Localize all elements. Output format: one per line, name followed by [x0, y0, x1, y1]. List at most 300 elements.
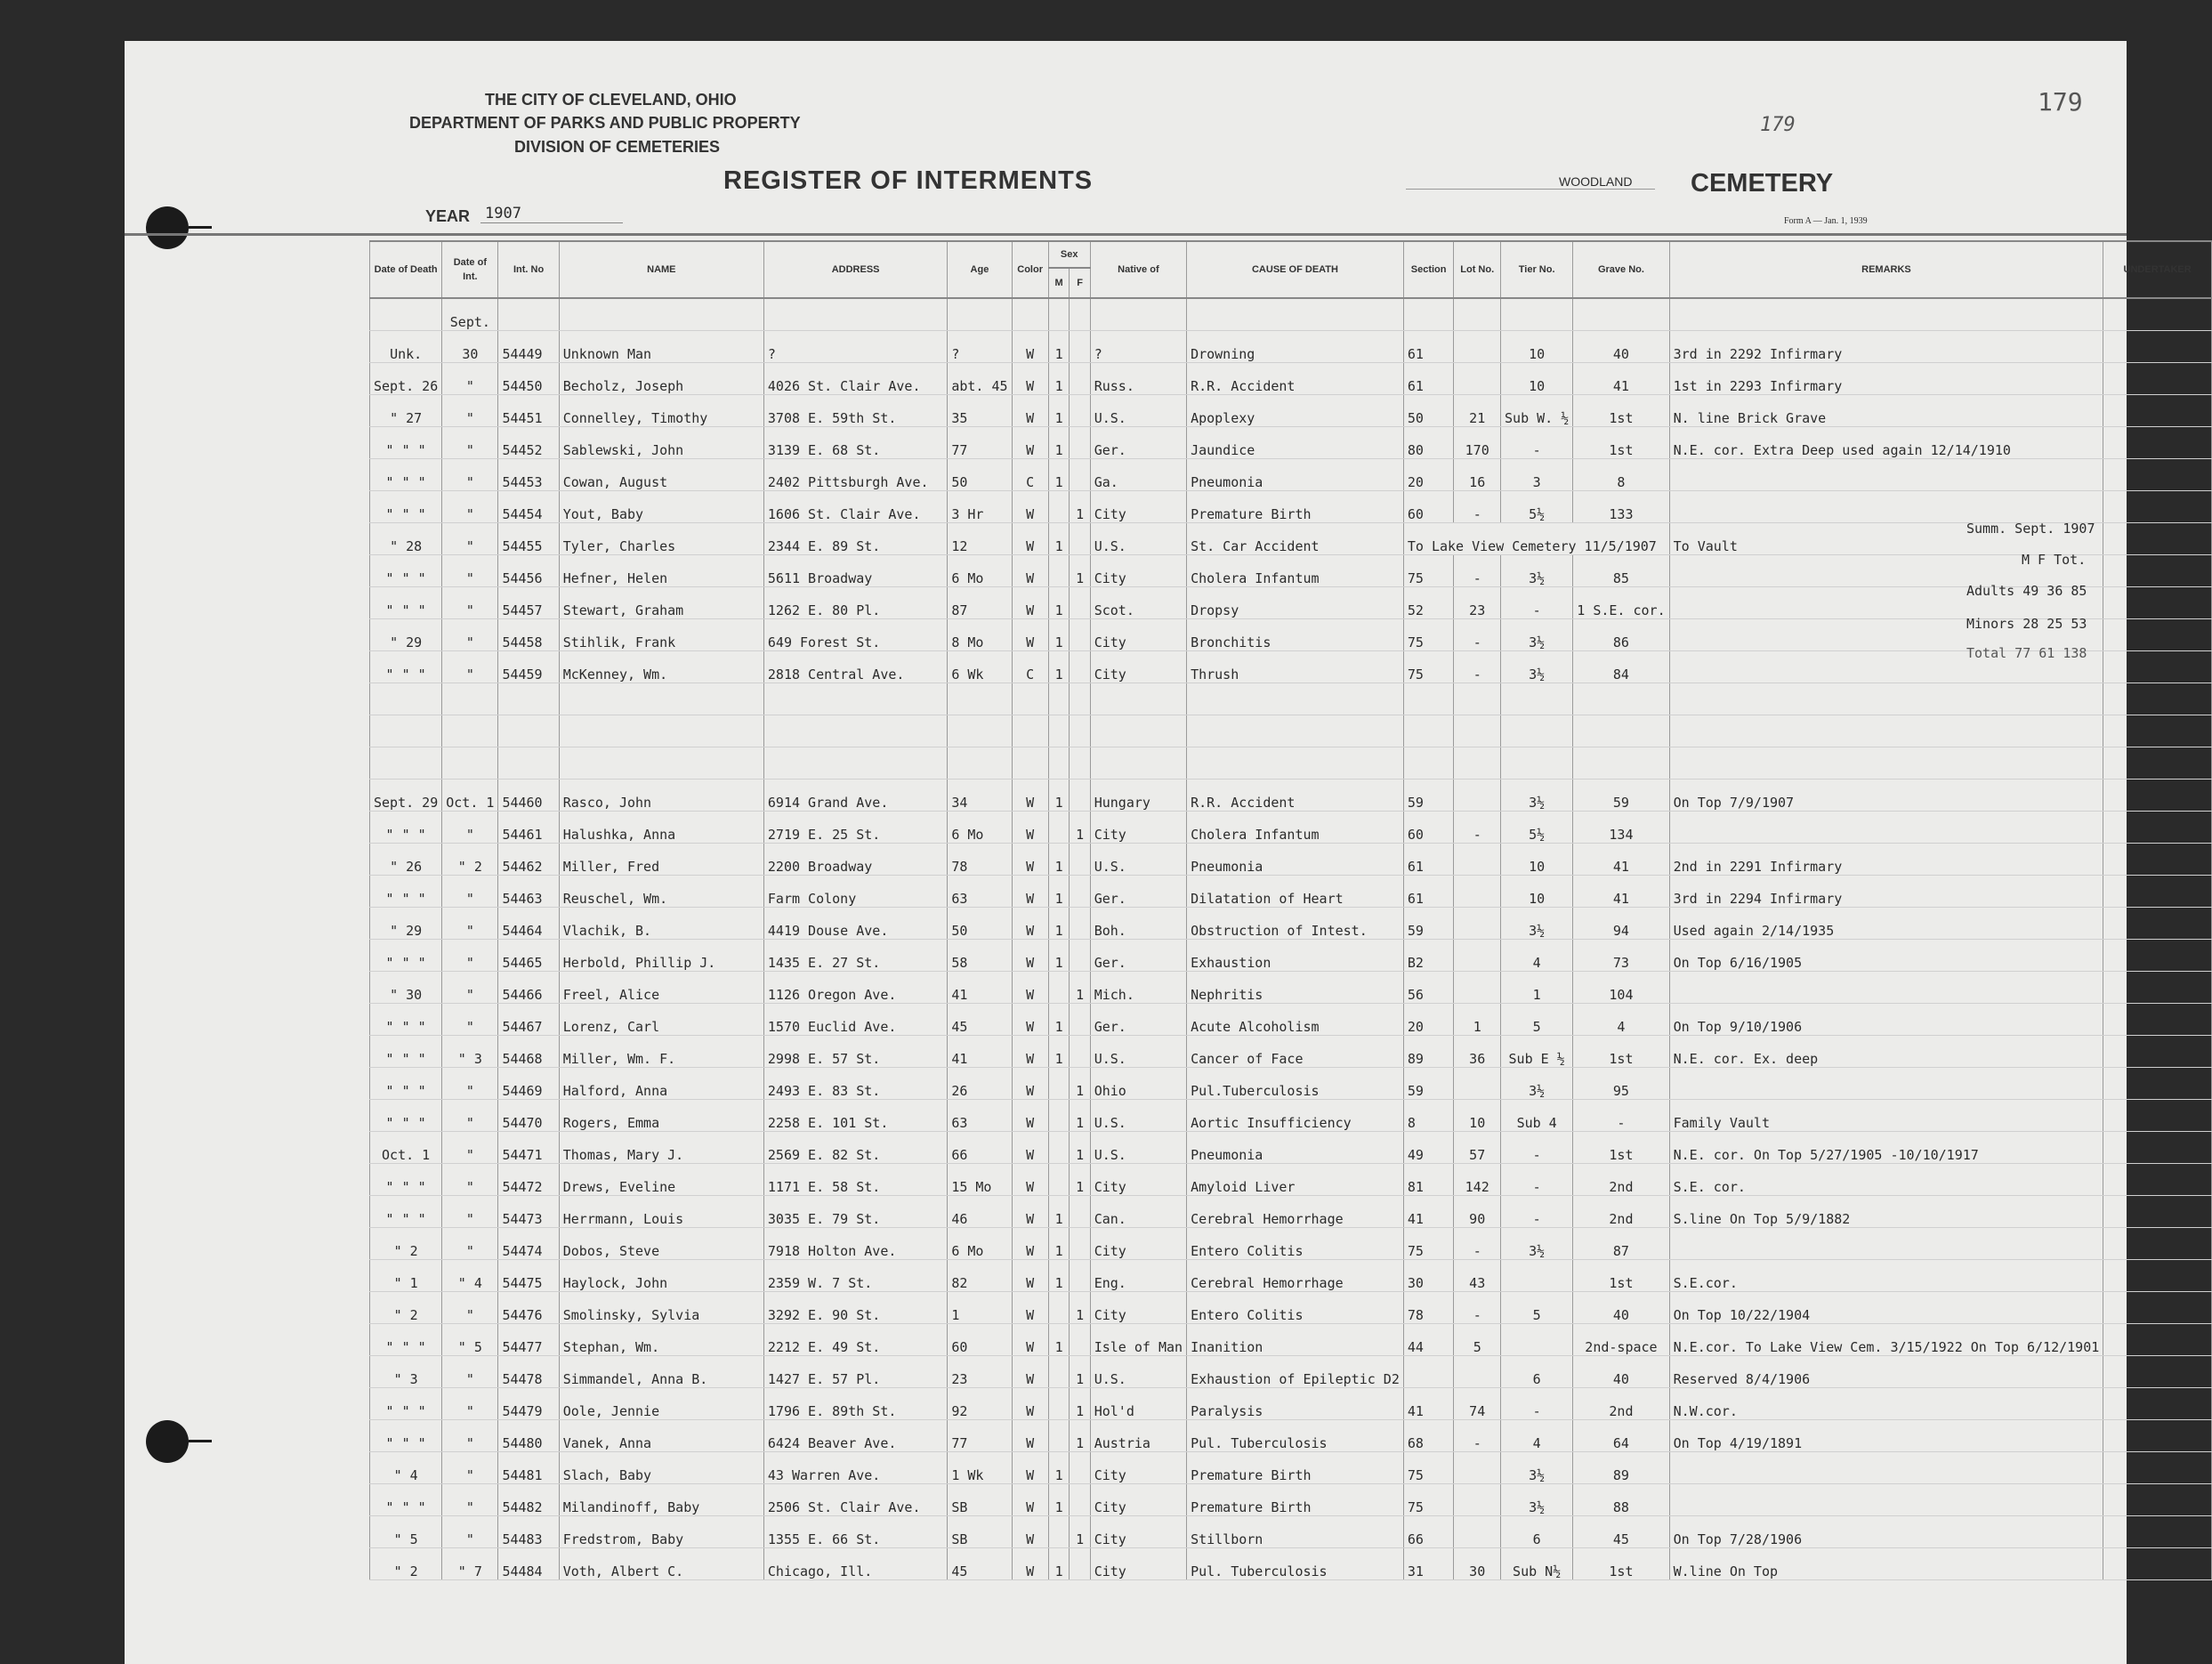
cell-address [763, 298, 947, 331]
cell-age: SB [948, 1516, 1012, 1548]
cell-color: W [1012, 1484, 1048, 1516]
cell-lot [1454, 331, 1501, 363]
cell-cause: Thrush [1187, 651, 1404, 683]
cell-date-of-interment: " [442, 491, 498, 523]
cell-date-of-death: " 5 [370, 1516, 442, 1548]
cell-address: 1126 Oregon Ave. [763, 972, 947, 1004]
cell-name: Haylock, John [559, 1260, 763, 1292]
cell-sex-m [1048, 812, 1070, 844]
cell-name: Cowan, August [559, 459, 763, 491]
cell-date-of-death: " " " [370, 1164, 442, 1196]
cell-remarks [1669, 812, 2103, 844]
cell-sex-m [1048, 715, 1070, 747]
cell-native: Hungary [1090, 779, 1186, 812]
cemetery-underline [1406, 189, 1655, 190]
cell-undertaker [2103, 459, 2212, 491]
cell-int-no: 54469 [498, 1068, 559, 1100]
cell-age: 23 [948, 1356, 1012, 1388]
cell-undertaker [2103, 715, 2212, 747]
cell-date-of-interment: " [442, 395, 498, 427]
cell-remarks [1669, 715, 2103, 747]
cell-name: Halushka, Anna [559, 812, 763, 844]
col-section: Section [1403, 241, 1454, 298]
cell-sex-f: 1 [1070, 1100, 1090, 1132]
cell-int-no: 54459 [498, 651, 559, 683]
cell-date-of-death: " " " [370, 1068, 442, 1100]
cell-date-of-interment: " [442, 363, 498, 395]
cell-date-of-interment: " 2 [442, 844, 498, 876]
cell-lot [1454, 940, 1501, 972]
cemetery-name: WOODLAND [1559, 174, 1633, 189]
cell-lot: 21 [1454, 395, 1501, 427]
cell-address: 1606 St. Clair Ave. [763, 491, 947, 523]
page-number-handwritten: 179 [1760, 114, 1796, 136]
cell-grave: 87 [1573, 1228, 1669, 1260]
cell-age: 45 [948, 1548, 1012, 1580]
col-remarks: REMARKS [1669, 241, 2103, 298]
cell-lot [1454, 1484, 1501, 1516]
cell-remarks [1669, 459, 2103, 491]
cell-color: W [1012, 1516, 1048, 1548]
cell-name: Thomas, Mary J. [559, 1132, 763, 1164]
cell-age: 77 [948, 427, 1012, 459]
cell-date-of-death: Sept. 29 [370, 779, 442, 812]
cell-cause: Cholera Infantum [1187, 812, 1404, 844]
cell-sex-m: 1 [1048, 940, 1070, 972]
cell-name: Stihlik, Frank [559, 619, 763, 651]
cell-address: 1435 E. 27 St. [763, 940, 947, 972]
cell-section: 80 [1403, 427, 1454, 459]
cell-address: Farm Colony [763, 876, 947, 908]
cell-remarks: On Top 7/28/1906 [1669, 1516, 2103, 1548]
col-date-of-death: Date of Death [370, 241, 442, 298]
register-title: REGISTER OF INTERMENTS [723, 166, 1094, 195]
cell-sex-f: 1 [1070, 1068, 1090, 1100]
cell-int-no: 54456 [498, 555, 559, 587]
cell-undertaker [2103, 1036, 2212, 1068]
cell-cause: Obstruction of Intest. [1187, 908, 1404, 940]
cell-remarks [1669, 1484, 2103, 1516]
table-row [370, 1132, 2212, 1164]
cell-age: 63 [948, 1100, 1012, 1132]
cell-age: abt. 45 [948, 363, 1012, 395]
cell-grave: 94 [1573, 908, 1669, 940]
cell-undertaker [2103, 779, 2212, 812]
cell-int-no: 54454 [498, 491, 559, 523]
cell-grave: 40 [1573, 331, 1669, 363]
cell-date-of-interment: " [442, 555, 498, 587]
cell-color: W [1012, 1004, 1048, 1036]
cell-grave: 59 [1573, 779, 1669, 812]
cell-lot [1454, 747, 1501, 779]
cell-color: W [1012, 972, 1048, 1004]
cell-sex-f [1070, 1260, 1090, 1292]
cell-date-of-interment [442, 715, 498, 747]
cell-lot [1454, 876, 1501, 908]
cell-int-no: 54458 [498, 619, 559, 651]
table-row [370, 779, 2212, 812]
cell-age: 63 [948, 876, 1012, 908]
cell-tier: Sub N½ [1501, 1548, 1573, 1580]
cell-date-of-interment: " [442, 1196, 498, 1228]
cell-sex-m: 1 [1048, 1004, 1070, 1036]
cell-lot: 23 [1454, 587, 1501, 619]
cell-tier: 6 [1501, 1356, 1573, 1388]
cell-sex-f [1070, 298, 1090, 331]
cell-color: W [1012, 876, 1048, 908]
cell-color: W [1012, 1452, 1048, 1484]
summary-adults: Adults 49 36 85 [1966, 583, 2087, 599]
cell-section: 20 [1403, 459, 1454, 491]
table-row [370, 427, 2212, 459]
cell-address: 3292 E. 90 St. [763, 1292, 947, 1324]
cell-cause: Cholera Infantum [1187, 555, 1404, 587]
cell-section [1403, 683, 1454, 715]
cell-undertaker [2103, 1100, 2212, 1132]
cell-date-of-interment: " 7 [442, 1548, 498, 1580]
cell-date-of-death: " 29 [370, 619, 442, 651]
cell-color: W [1012, 1388, 1048, 1420]
cell-sex-m: 1 [1048, 1484, 1070, 1516]
cell-sex-f: 1 [1070, 972, 1090, 1004]
cell-undertaker [2103, 940, 2212, 972]
cell-color: W [1012, 1292, 1048, 1324]
cell-date-of-interment: " [442, 587, 498, 619]
cell-address: 2344 E. 89 St. [763, 523, 947, 555]
table-row [370, 1164, 2212, 1196]
cell-remarks: 3rd in 2292 Infirmary [1669, 331, 2103, 363]
cell-date-of-death: " " " [370, 587, 442, 619]
cell-color: W [1012, 523, 1048, 555]
cell-grave: 89 [1573, 1452, 1669, 1484]
cell-remarks: N.E. cor. On Top 5/27/1905 -10/10/1917 [1669, 1132, 2103, 1164]
cell-int-no: 54460 [498, 779, 559, 812]
table-row [370, 1228, 2212, 1260]
cell-sex-f: 1 [1070, 1388, 1090, 1420]
cell-int-no: 54474 [498, 1228, 559, 1260]
cell-date-of-death: " " " [370, 459, 442, 491]
cell-cause: Pneumonia [1187, 1132, 1404, 1164]
cell-remarks: On Top 6/16/1905 [1669, 940, 2103, 972]
cell-lot: 57 [1454, 1132, 1501, 1164]
cell-tier: 10 [1501, 844, 1573, 876]
cell-remarks: On Top 7/9/1907 [1669, 779, 2103, 812]
cell-color: W [1012, 1420, 1048, 1452]
cell-native: City [1090, 555, 1186, 587]
cell-color: W [1012, 1036, 1048, 1068]
cell-address: 2359 W. 7 St. [763, 1260, 947, 1292]
cell-section: 59 [1403, 908, 1454, 940]
table-row [370, 940, 2212, 972]
cell-grave [1573, 715, 1669, 747]
cell-date-of-interment: " [442, 1420, 498, 1452]
cell-color: W [1012, 1196, 1048, 1228]
cell-color: W [1012, 812, 1048, 844]
cell-name [559, 298, 763, 331]
cell-int-no: 54470 [498, 1100, 559, 1132]
cell-cause: Drowning [1187, 331, 1404, 363]
cell-sex-f [1070, 363, 1090, 395]
cell-undertaker [2103, 523, 2212, 555]
cell-tier: 6 [1501, 1516, 1573, 1548]
cell-grave: 40 [1573, 1292, 1669, 1324]
cell-age: 3 Hr [948, 491, 1012, 523]
table-row [370, 459, 2212, 491]
cell-grave: 1st [1573, 1260, 1669, 1292]
cell-sex-f [1070, 1004, 1090, 1036]
cell-tier [1501, 298, 1573, 331]
cell-grave: 1st [1573, 427, 1669, 459]
cell-date-of-interment: " [442, 459, 498, 491]
cell-date-of-interment: " [442, 940, 498, 972]
cell-date-of-death: " " " [370, 1036, 442, 1068]
cell-lot [1454, 363, 1501, 395]
cell-undertaker [2103, 1132, 2212, 1164]
cell-name [559, 715, 763, 747]
cell-sex-m [1048, 972, 1070, 1004]
cell-remarks: On Top 4/19/1891 [1669, 1420, 2103, 1452]
cell-lot [1454, 298, 1501, 331]
table-row [370, 1420, 2212, 1452]
summary-title: Summ. Sept. 1907 [1966, 521, 2095, 537]
cell-section: 75 [1403, 1484, 1454, 1516]
cell-int-no [498, 683, 559, 715]
cell-age: 41 [948, 1036, 1012, 1068]
cell-grave: 73 [1573, 940, 1669, 972]
cell-undertaker [2103, 683, 2212, 715]
cell-color: W [1012, 427, 1048, 459]
cell-date-of-interment: " [442, 1516, 498, 1548]
year-label: YEAR [425, 207, 471, 225]
table-row [370, 683, 2212, 715]
cell-lot [1454, 779, 1501, 812]
cell-remarks [1669, 1228, 2103, 1260]
cell-color: W [1012, 331, 1048, 363]
cell-age: 92 [948, 1388, 1012, 1420]
cell-date-of-death: " " " [370, 651, 442, 683]
cell-sex-m [1048, 683, 1070, 715]
cell-sex-f [1070, 619, 1090, 651]
cell-sex-m [1048, 1164, 1070, 1196]
cell-name: Unknown Man [559, 331, 763, 363]
table-row [370, 1324, 2212, 1356]
cell-name: Milandinoff, Baby [559, 1484, 763, 1516]
cell-date-of-death: " " " [370, 1388, 442, 1420]
cell-grave: 1st [1573, 1036, 1669, 1068]
cell-undertaker [2103, 298, 2212, 331]
cell-date-of-interment [442, 747, 498, 779]
cell-sex-f [1070, 427, 1090, 459]
table-row [370, 1068, 2212, 1100]
cell-age: 26 [948, 1068, 1012, 1100]
cell-age: 82 [948, 1260, 1012, 1292]
cell-grave: 2nd [1573, 1388, 1669, 1420]
col-sex-f: F [1070, 268, 1090, 298]
cell-sex-f: 1 [1070, 491, 1090, 523]
register-rows [370, 298, 2212, 1580]
table-row [370, 876, 2212, 908]
cell-date-of-interment: " [442, 812, 498, 844]
cell-undertaker [2103, 1292, 2212, 1324]
col-native-of: Native of [1090, 241, 1186, 298]
cell-date-of-death: " " " [370, 1324, 442, 1356]
cell-int-no: 54477 [498, 1324, 559, 1356]
cell-name: Reuschel, Wm. [559, 876, 763, 908]
cell-native: Ger. [1090, 427, 1186, 459]
cell-name: Rasco, John [559, 779, 763, 812]
cell-native: ? [1090, 331, 1186, 363]
cell-sex-f [1070, 1228, 1090, 1260]
cell-section: 89 [1403, 1036, 1454, 1068]
table-row [370, 298, 2212, 331]
table-row [370, 587, 2212, 619]
year-underline [480, 222, 623, 223]
cell-date-of-death: " " " [370, 876, 442, 908]
cell-lot: - [1454, 1228, 1501, 1260]
cell-remarks: S.E.cor. [1669, 1260, 2103, 1292]
cell-remarks [1669, 491, 2103, 523]
cell-color: W [1012, 491, 1048, 523]
cell-sex-f [1070, 876, 1090, 908]
cell-remarks [1669, 683, 2103, 715]
cell-int-no: 54465 [498, 940, 559, 972]
cell-sex-f [1070, 1196, 1090, 1228]
cell-date-of-death: " 4 [370, 1452, 442, 1484]
cell-sex-f [1070, 747, 1090, 779]
cell-sex-f [1070, 1452, 1090, 1484]
cell-native [1090, 715, 1186, 747]
cell-tier [1501, 1324, 1573, 1356]
cell-date-of-death: " " " [370, 491, 442, 523]
header-rule [125, 233, 2127, 236]
cell-tier: 3½ [1501, 555, 1573, 587]
cell-sex-f [1070, 1484, 1090, 1516]
cell-sex-m [1048, 1516, 1070, 1548]
cell-address: 1355 E. 66 St. [763, 1516, 947, 1548]
cell-date-of-interment: " [442, 1292, 498, 1324]
cell-native: City [1090, 1292, 1186, 1324]
cell-native: U.S. [1090, 1132, 1186, 1164]
cell-name: Drews, Eveline [559, 1164, 763, 1196]
cell-section: 44 [1403, 1324, 1454, 1356]
cell-address: 2212 E. 49 St. [763, 1324, 947, 1356]
col-address: ADDRESS [763, 241, 947, 298]
cell-color: W [1012, 363, 1048, 395]
col-int-no: Int. No [498, 241, 559, 298]
cell-cause: Dilatation of Heart [1187, 876, 1404, 908]
col-name: NAME [559, 241, 763, 298]
cell-color [1012, 715, 1048, 747]
cell-cause: Cerebral Hemorrhage [1187, 1260, 1404, 1292]
cell-date-of-interment: " [442, 651, 498, 683]
cell-age: 12 [948, 523, 1012, 555]
cell-lot [1454, 908, 1501, 940]
cell-date-of-interment: " [442, 1164, 498, 1196]
cell-date-of-death [370, 715, 442, 747]
cell-sex-m: 1 [1048, 331, 1070, 363]
cell-date-of-death: " 2 [370, 1292, 442, 1324]
cell-int-no: 54466 [498, 972, 559, 1004]
cell-undertaker [2103, 427, 2212, 459]
cell-address: 2569 E. 82 St. [763, 1132, 947, 1164]
cell-sex-m: 1 [1048, 427, 1070, 459]
cell-tier: - [1501, 1196, 1573, 1228]
cell-sex-m: 1 [1048, 1260, 1070, 1292]
cell-sex-f: 1 [1070, 1132, 1090, 1164]
col-sex: Sex [1048, 241, 1090, 268]
cell-lot: - [1454, 555, 1501, 587]
cell-color: W [1012, 395, 1048, 427]
cell-native: City [1090, 491, 1186, 523]
cell-undertaker [2103, 395, 2212, 427]
cell-tier: 3½ [1501, 619, 1573, 651]
cell-undertaker [2103, 1356, 2212, 1388]
cell-undertaker [2103, 1516, 2212, 1548]
col-grave-no: Grave No. [1573, 241, 1669, 298]
table-row [370, 363, 2212, 395]
cell-sex-m [1048, 1388, 1070, 1420]
cell-sex-m: 1 [1048, 587, 1070, 619]
cell-int-no: 54463 [498, 876, 559, 908]
cell-int-no: 54479 [498, 1388, 559, 1420]
cell-section: 8 [1403, 1100, 1454, 1132]
summary-minors: Minors 28 25 53 [1966, 616, 2087, 632]
cell-address: 6424 Beaver Ave. [763, 1420, 947, 1452]
cell-address [763, 715, 947, 747]
cell-color: W [1012, 1324, 1048, 1356]
cell-section: 75 [1403, 619, 1454, 651]
cell-age: 66 [948, 1132, 1012, 1164]
cell-section: 41 [1403, 1388, 1454, 1420]
cell-undertaker [2103, 1228, 2212, 1260]
cell-section: 52 [1403, 587, 1454, 619]
cell-lot: - [1454, 491, 1501, 523]
cell-grave: 41 [1573, 876, 1669, 908]
cell-lot: 5 [1454, 1324, 1501, 1356]
cell-address: 2200 Broadway [763, 844, 947, 876]
cell-tier: - [1501, 1132, 1573, 1164]
cell-sex-m: 1 [1048, 844, 1070, 876]
cell-sex-f [1070, 459, 1090, 491]
cell-name: Miller, Wm. F. [559, 1036, 763, 1068]
cell-remarks: S.line On Top 5/9/1882 [1669, 1196, 2103, 1228]
table-row [370, 555, 2212, 587]
cell-native: City [1090, 812, 1186, 844]
cell-date-of-death: " " " [370, 1420, 442, 1452]
cell-lot [1454, 844, 1501, 876]
cell-cause [1187, 715, 1404, 747]
cell-sex-m [1048, 1420, 1070, 1452]
cell-grave: 40 [1573, 1356, 1669, 1388]
cell-date-of-death [370, 747, 442, 779]
cell-native [1090, 747, 1186, 779]
cell-sex-f: 1 [1070, 1292, 1090, 1324]
cell-name: Herbold, Phillip J. [559, 940, 763, 972]
cell-int-no: 54462 [498, 844, 559, 876]
cell-color: W [1012, 1228, 1048, 1260]
cell-color: W [1012, 619, 1048, 651]
cell-sex-f [1070, 715, 1090, 747]
table-row [370, 715, 2212, 747]
cell-address: 3139 E. 68 St. [763, 427, 947, 459]
cell-int-no: 54449 [498, 331, 559, 363]
cell-section [1403, 747, 1454, 779]
cell-age: 50 [948, 908, 1012, 940]
cell-section: To Lake View Cemetery 11/5/1907 [1403, 523, 1669, 555]
cell-grave: 1 S.E. cor. [1573, 587, 1669, 619]
cell-address: 3035 E. 79 St. [763, 1196, 947, 1228]
cell-tier [1501, 747, 1573, 779]
